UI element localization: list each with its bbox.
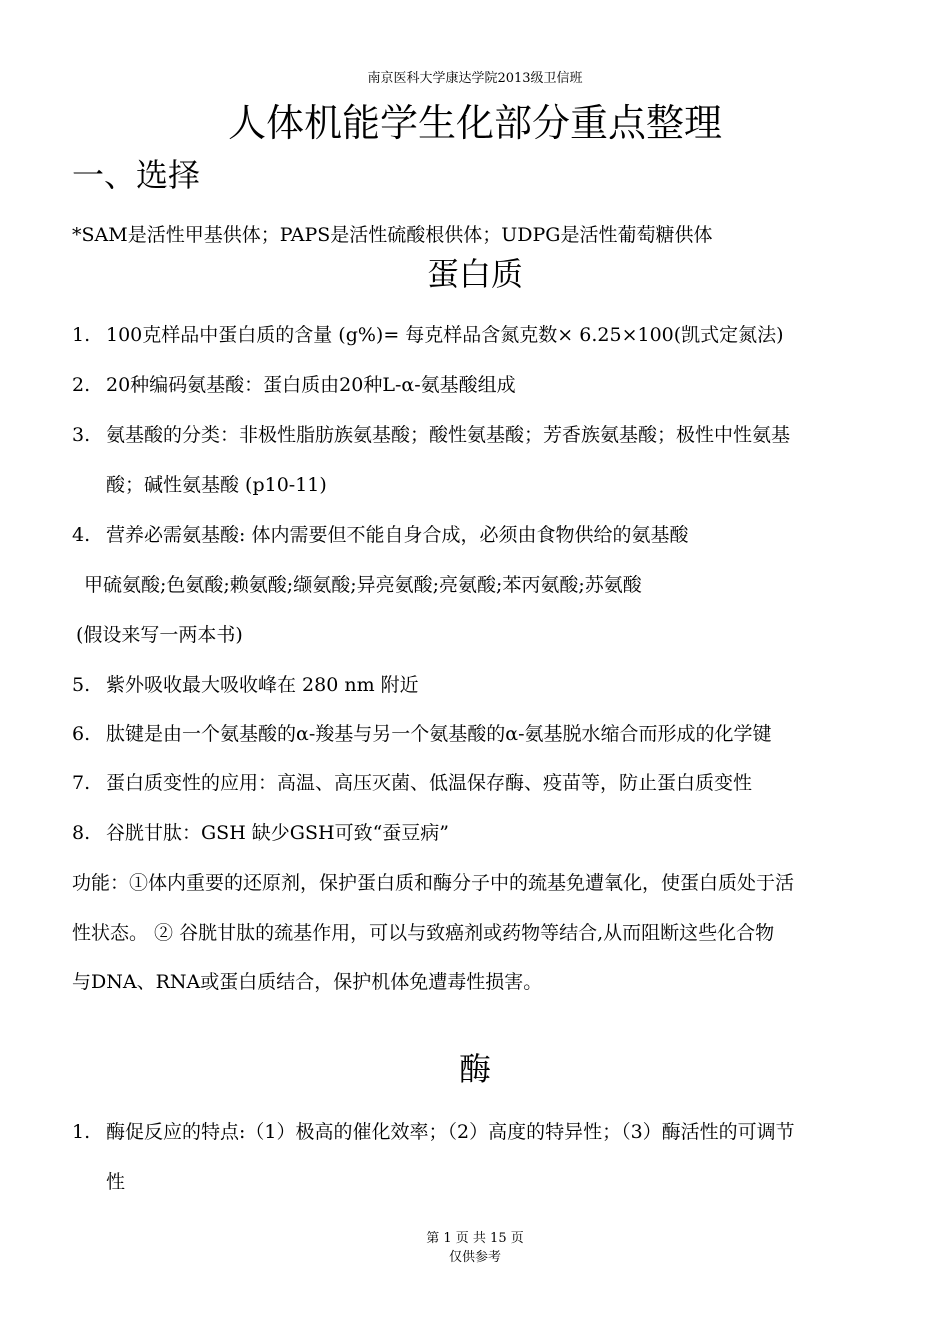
list-item-continuation: 性 [106, 1171, 126, 1193]
list-item [72, 770, 752, 796]
list-number: 4. [72, 524, 91, 546]
list-item [72, 1119, 795, 1145]
enzyme-heading: 酶 [458, 1050, 491, 1088]
list-text: 蛋白质变性的应用：高温、高压灭菌、低温保存酶、疫苗等，防止蛋白质变性 [106, 772, 753, 794]
list-text: 紫外吸收最大吸收峰在 280 nm 附近 [106, 674, 419, 696]
list-number: 5. [72, 674, 91, 696]
list-text: 谷胱甘肽：GSH 缺少GSH可致“蚕豆病” [106, 822, 449, 844]
page-number: 第 1 页 共 15 页 [426, 1231, 524, 1246]
page-header: 南京医科大学康达学院2013级卫信班 [367, 71, 583, 86]
function-paragraph-line: 与DNA、RNA或蛋白质结合，保护机体免遭毒性损害。 [72, 971, 543, 993]
list-number: 6. [72, 723, 91, 745]
list-number: 8. [72, 822, 91, 844]
list-text: 酶促反应的特点:（1）极高的催化效率；（2）高度的特异性；（3）酶活性的可调节 [106, 1121, 795, 1143]
list-item [72, 522, 688, 548]
list-item [72, 820, 449, 846]
intro-line: *SAM是活性甲基供体；PAPS是活性硫酸根供体；UDPG是活性葡萄糖供体 [72, 224, 713, 246]
list-text: 营养必需氨基酸: 体内需要但不能自身合成，必须由食物供给的氨基酸 [106, 524, 689, 546]
function-paragraph-line: 性状态。 ② 谷胱甘肽的巯基作用，可以与致癌剂或药物等结合,从而阻断这些化合物 [72, 922, 775, 944]
list-number: 1. [72, 1121, 91, 1143]
list-item [72, 422, 790, 448]
document-title: 人体机能学生化部分重点整理 [227, 101, 722, 145]
function-paragraph-line: 功能：①体内重要的还原剂，保护蛋白质和酶分子中的巯基免遭氧化，使蛋白质处于活 [72, 872, 795, 894]
list-number: 1. [72, 324, 91, 346]
list-text: 肽键是由一个氨基酸的α-羧基与另一个氨基酸的α-氨基脱水缩合而形成的化学键 [106, 723, 772, 745]
section-heading: 一、选择 [72, 156, 201, 194]
list-number: 2. [72, 374, 91, 396]
list-item [72, 372, 516, 398]
list-item [72, 672, 419, 698]
list-item [72, 721, 772, 747]
list-text: 20种编码氨基酸：蛋白质由20种L-α-氨基酸组成 [106, 374, 516, 396]
mnemonic-note: (假设来写一两本书) [76, 624, 243, 646]
list-item [72, 322, 784, 348]
list-number: 3. [72, 424, 91, 446]
protein-heading: 蛋白质 [426, 255, 523, 293]
list-text: 100克样品中蛋白质的含量 (g%)= 每克样品含氮克数× 6.25×100(凯式定氮法) [106, 324, 784, 346]
list-text: 氨基酸的分类：非极性脂肪族氨基酸；酸性氨基酸；芳香族氨基酸；极性中性氨基 [106, 424, 791, 446]
footer-note: 仅供参考 [448, 1250, 501, 1265]
essential-amino-acid-list: 甲硫氨酸;色氨酸;赖氨酸;缬氨酸;异亮氨酸;亮氨酸;苯丙氨酸;苏氨酸 [84, 574, 642, 596]
list-number: 7. [72, 772, 91, 794]
list-item-continuation: 酸；碱性氨基酸 (p10-11) [106, 474, 327, 496]
